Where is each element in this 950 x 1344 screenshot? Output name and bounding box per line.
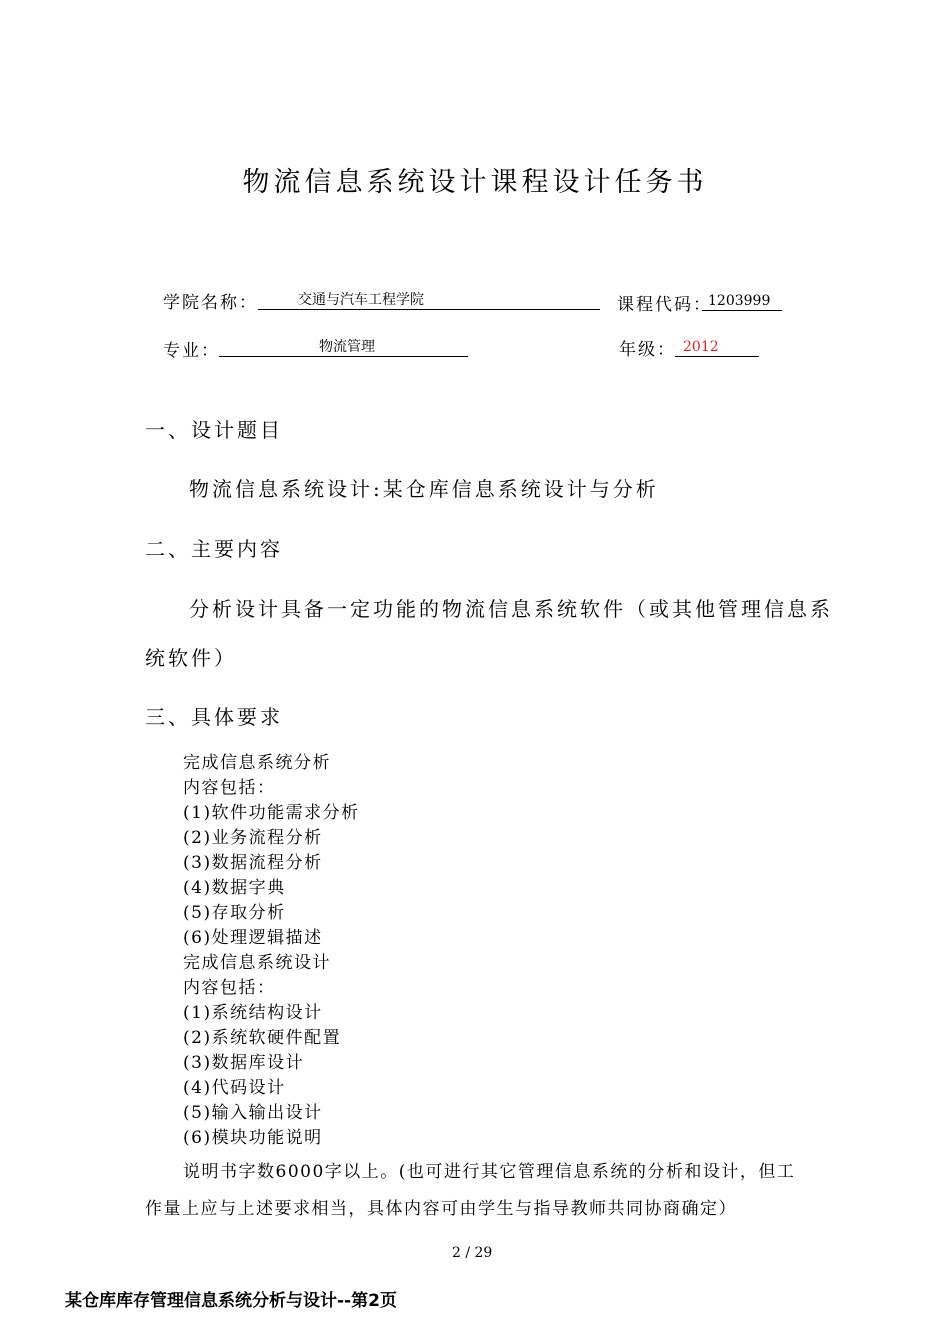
section-3-heading: 三、具体要求 xyxy=(145,705,283,729)
requirements-list xyxy=(183,751,360,1151)
design-title: 完成信息系统设计 xyxy=(183,953,331,973)
design-includes: 内容包括： xyxy=(183,978,276,998)
list-item: (5)输入输出设计 xyxy=(183,1103,323,1123)
list-item: (3)数据流程分析 xyxy=(183,853,323,873)
course-code-value: 1203999 xyxy=(702,291,782,311)
section-2-heading: 二、主要内容 xyxy=(145,537,283,561)
course-code-label: 课程代码： xyxy=(617,295,712,315)
note-line1: 说明书字数6000字以上。(也可进行其它管理信息系统的分析和设计，但工 xyxy=(183,1162,796,1182)
list-item: (1)系统结构设计 xyxy=(183,1003,323,1023)
list-item: (4)数据字典 xyxy=(183,878,286,898)
college-value: 交通与汽车工程学院 xyxy=(258,290,600,310)
list-item: (2)系统软硬件配置 xyxy=(183,1028,342,1048)
section-2-text-line1: 分析设计具备一定功能的物流信息系统软件（或其他管理信息系 xyxy=(189,597,833,621)
section-1-heading: 一、设计题目 xyxy=(145,418,283,442)
list-item: (6)模块功能说明 xyxy=(183,1128,323,1148)
grade-value: 2012 xyxy=(675,337,759,357)
footer-caption: 某仓库库存管理信息系统分析与设计--第2页 xyxy=(65,1291,397,1311)
list-item: (5)存取分析 xyxy=(183,903,286,923)
section-2-text-line2: 统软件） xyxy=(145,646,237,670)
list-item: (6)处理逻辑描述 xyxy=(183,928,323,948)
list-item: (2)业务流程分析 xyxy=(183,828,323,848)
section-1-text: 物流信息系统设计:某仓库信息系统设计与分析 xyxy=(189,477,659,501)
page-title: 物流信息系统设计课程设计任务书 xyxy=(242,167,708,198)
major-label: 专业： xyxy=(163,341,220,361)
analysis-includes: 内容包括： xyxy=(183,778,276,798)
analysis-title: 完成信息系统分析 xyxy=(183,753,331,773)
page-number: 2 / 29 xyxy=(452,1245,493,1261)
note-line2: 作量上应与上述要求相当，具体内容可由学生与指导教师共同协商确定） xyxy=(145,1199,737,1219)
college-label: 学院名称： xyxy=(163,293,258,313)
list-item: (4)代码设计 xyxy=(183,1078,286,1098)
list-item: (3)数据库设计 xyxy=(183,1053,305,1073)
list-item: (1)软件功能需求分析 xyxy=(183,803,360,823)
major-value: 物流管理 xyxy=(219,337,468,357)
grade-label: 年级： xyxy=(619,340,676,360)
